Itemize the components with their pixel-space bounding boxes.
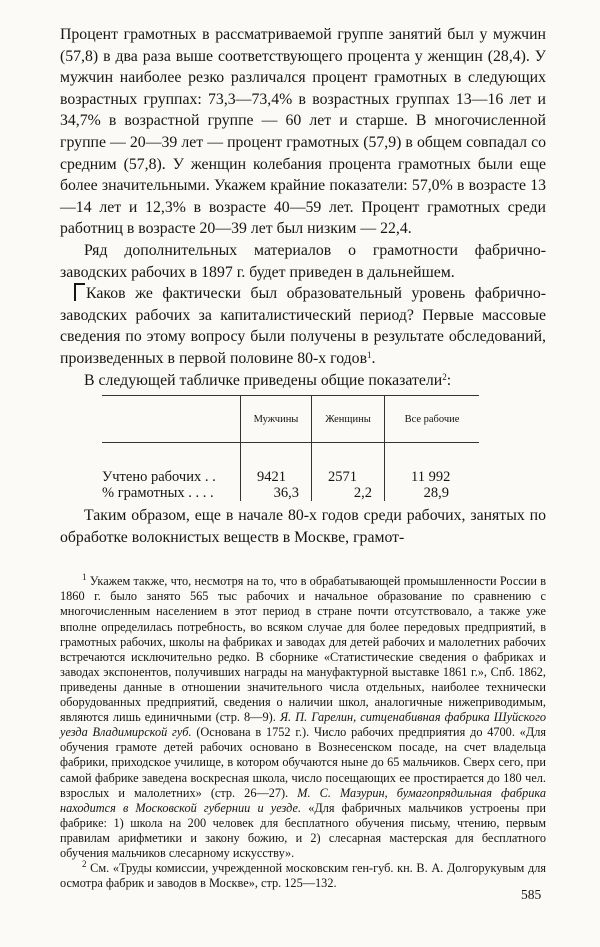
header-men: Мужчины (241, 396, 312, 443)
cell-women: 2,2 (312, 485, 385, 501)
cell-all: 28,9 (385, 485, 480, 501)
row-label: Учтено рабочих . . (102, 469, 216, 486)
footnote-1-garelin: Я. П. Гарелин, ситценабивная фабрика Шуйского уезда Владимирской губ. (60, 710, 547, 740)
page-content (60, 24, 546, 891)
cell-men: 9421 (241, 469, 312, 485)
paragraph-additional-materials: Ряд дополнительных материалов о грамотности фабрично-заводских рабочих в 1897 г. будет приведен в дальнейшем. (60, 241, 546, 281)
cell-all: 11 992 (385, 469, 480, 485)
table-row (102, 485, 479, 501)
cell-men: 36,3 (241, 485, 312, 501)
margin-bracket-mark (74, 283, 85, 301)
paragraph-literacy-groups: Процент грамотных в рассматриваемой группе занятий был у мужчин (57,8) в два раза выше соответствующего процента у женщин (28,4). У мужчин наиболее резко различался процент грамотных в следующих возрастных группах: 73,3—73,4% в возрастных группах 13—16 лет и 34,7% в возрастной группе — 60 лет и старше. В многочисленной группе — 20—39 лет — процент грамотных (57,9) в общем совпадал со средним (57,8). У женщин колебания процента грамотных были еще более значительными. Укажем крайние показатели: 57,0% в возрасте 13—14 лет и 12,3% в возрасте 40—59 лет. Процент грамотных среди работниц в возрасте 20—39 лет был низким — 22,4. (60, 26, 546, 238)
footnote-1: $^1$ Укажем также, что, несмотря на то, что в обрабатывающей промышленности России в 1860 г. было занято 565 тыс рабочих и начальное образование по сравнению с многочисленным населением в этот период в стране почти отсутствовало, а также уже вполне определилась потребность, во всяком случае для более передовых предприятий, в грамотных рабочих, школы на фабриках и заводах для детей рабочих и малолетних рабочих встречаются исключительно редко. В сборнике «Статистические сведения о фабриках и заводах экспонентов, получивших награды на мануфактурной выставке 1861 г.», Спб. 1862, приведены данные в отношении значительного числа отдельных, наиболее технически оборудованных предприятий, сведения о наличии школ, аналогичные нижеприводимым, являются лишь единичными (стр. 8—9). Я. П. Гарелин, ситценабивная фабрика Шуйского уезда Владимирской губ. (Основана в 1752 г.). Число рабочих предприятия до 4700. «Для обучения грамоте детей рабочих основано в Вознесенском посаде, на счет владельца фабрики, приходское училище, в котором обучаются ныне до 65 мальчиков. Сверх сего, при самой фабрике заведена воскресная школа, число посещающих ее простирается до 180 чел. взрослых и малолетних» (стр. 26—27). М. С. Мазурин, бумагопрядильная фабрика находится в Московской губернии и уезде. «Для фабричных мальчиков устроены при фабрике: 1) школа на 200 человек для бесплатного обучения письму, чтению, первым правилам арифметики и закону божию, и 2) слесарная мастерская для бесплатного обучения мальчиков слесарному искусству». (60, 572, 547, 860)
table-header-row (102, 396, 479, 443)
footnote-2: $^2$ См. «Труды комиссии, учрежденной московским ген-губ. кн. В. А. Долгорукувым для осмотра фабрик и заводов в Москве», стр. 125—132. (60, 859, 546, 891)
literacy-table (102, 395, 479, 501)
page-number: 585 (521, 887, 542, 902)
paragraph-table-intro: В следующей табличке приведены общие показатели$^2$: (84, 371, 452, 389)
header-all-workers: Все рабочие (385, 396, 480, 443)
footnote-2-mark: 2 (82, 859, 87, 870)
paragraph-conclusion: Таким образом, еще в начале 80-х годов среди рабочих, занятых по обработке волокнистых веществ в Москве, грамот- (60, 507, 546, 546)
row-label: % грамотных . . . . (102, 485, 214, 502)
footnote-1-mazurin: М. С. Мазурин, бумагопрядильная фабрика находится в Московской губернии и уезде. (60, 785, 547, 815)
paragraph-educational-level: Каков же фактически был образовательный уровень фабрично-заводских рабочих за капиталистический период? Первые массовые сведения по этому вопросу были получены в результате обследований, произведенных в первой половине 80-х годов$^1$. (60, 285, 546, 367)
footnote-ref-2[interactable]: 2 (442, 371, 447, 382)
footnote-1-mark: 1 (82, 572, 87, 583)
header-women: Женщины (312, 396, 385, 443)
cell-women: 2571 (312, 469, 385, 485)
footnote-ref-1[interactable]: 1 (367, 349, 372, 360)
table-row (102, 469, 479, 485)
